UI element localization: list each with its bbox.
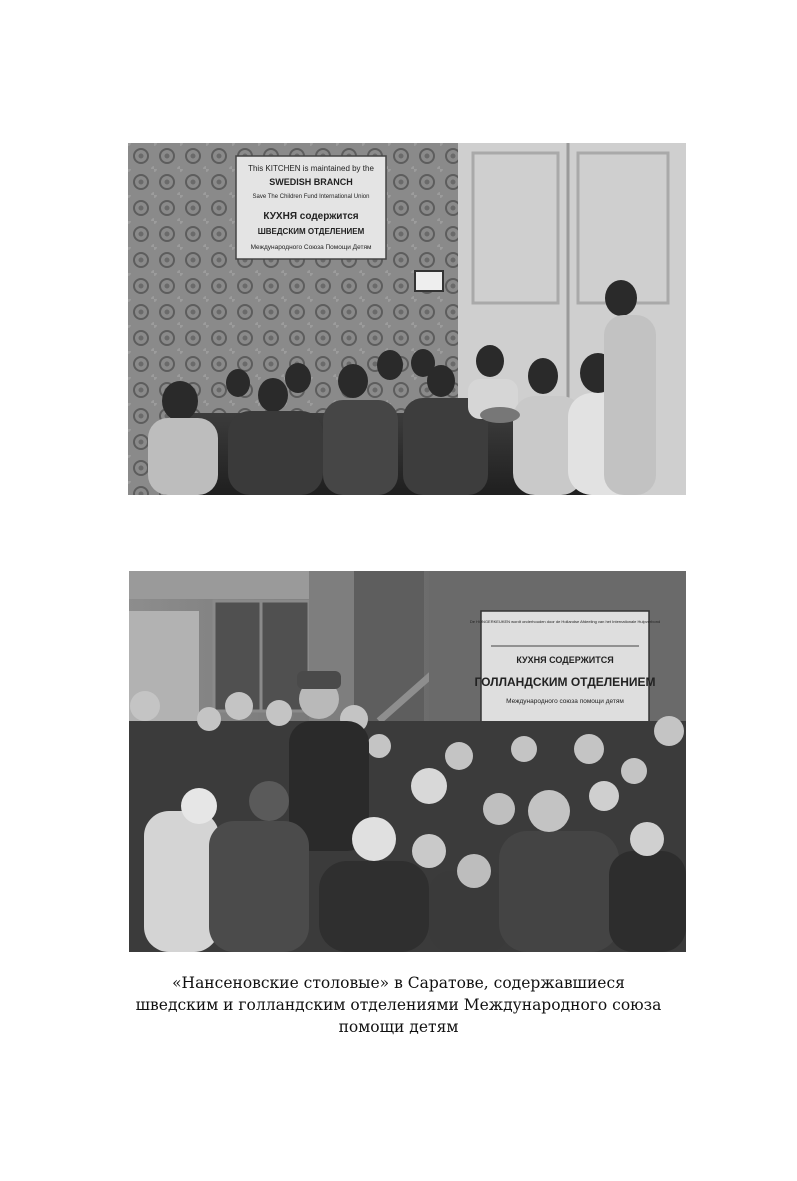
sign1-line5: ШВЕДСКИМ ОТДЕЛЕНИЕМ: [257, 227, 365, 236]
caption-line-2: шведским и голландским отделениями Международного союза: [135, 996, 662, 1014]
photo-swedish-kitchen: [128, 143, 686, 495]
sign1-line1: This KITCHEN is maintained by the: [248, 164, 374, 173]
photo-dutch-kitchen: [129, 571, 686, 952]
caption-line-3: помощи детям: [338, 1018, 459, 1036]
photo-swedish-kitchen-image: [128, 143, 686, 495]
sign2-line2: КУХНЯ СОДЕРЖИТСЯ: [516, 655, 614, 665]
sign1-line3: Save The Children Fund International Union: [252, 194, 370, 200]
sign1-line2: SWEDISH BRANCH: [269, 177, 353, 187]
caption-line-1: «Нансеновские столовые» в Саратове, содержавшиеся: [172, 974, 625, 992]
sign2-line1: De HONGERKEUKEN wordt onderhouden door de Hollandse Afdeeling van het Internationale Hulpverbond: [469, 619, 661, 624]
photo-dutch-kitchen-image: [129, 571, 686, 952]
sign1-line4: КУХНЯ содержится: [263, 211, 359, 222]
figure-caption: [100, 972, 697, 1038]
sign2-line3: ГОЛЛАНДСКИМ ОТДЕЛЕНИЕМ: [474, 675, 656, 689]
sign1-line6: Международного Союза Помощи Детям: [250, 244, 372, 251]
sign2-line4: Международного союза помощи детям: [506, 698, 624, 705]
